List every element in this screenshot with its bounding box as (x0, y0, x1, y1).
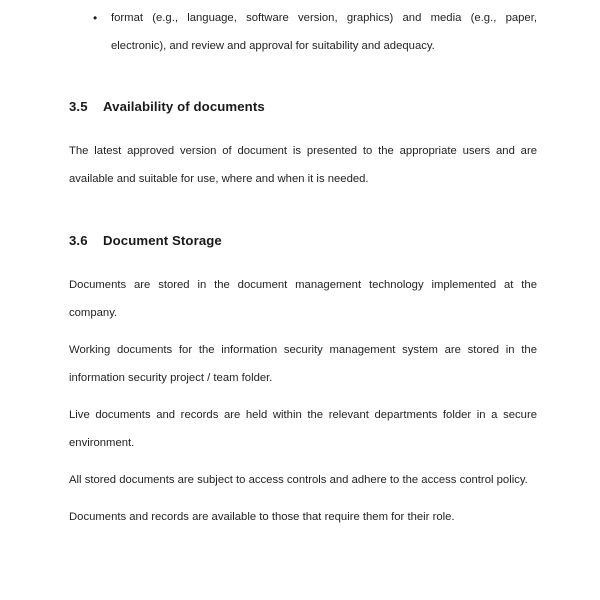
paragraph: The latest approved version of document is presented to the appropriate users and are available and suitable for use, where and when it is needed. (69, 145, 537, 185)
list-item-text: format (e.g., language, software version, graphics) and media (e.g., paper, electronic), and review and approval for suitability and adequacy. (111, 12, 537, 52)
paragraph: Live documents and records are held within the relevant departments folder in a secure environment. (69, 409, 537, 449)
paragraph: Documents and records are available to those that require them for their role. (69, 511, 455, 523)
section-title: Availability of documents (103, 99, 265, 114)
paragraph: All stored documents are subject to access controls and adhere to the access control policy. (69, 474, 528, 486)
paragraph: Working documents for the information security management system are stored in the information security project / team folder. (69, 344, 537, 384)
section-title: Document Storage (103, 233, 222, 248)
bullet-point-icon: • (93, 11, 98, 25)
list-item (69, 4, 537, 60)
section-number: 3.6 (69, 233, 88, 248)
section-number: 3.5 (69, 99, 88, 114)
paragraph: Documents are stored in the document management technology implemented at the company. (69, 279, 537, 319)
section-heading-3-5 (69, 97, 537, 117)
document-content (69, 4, 537, 531)
section-heading-3-6 (69, 231, 537, 251)
bullet-list (69, 4, 537, 60)
